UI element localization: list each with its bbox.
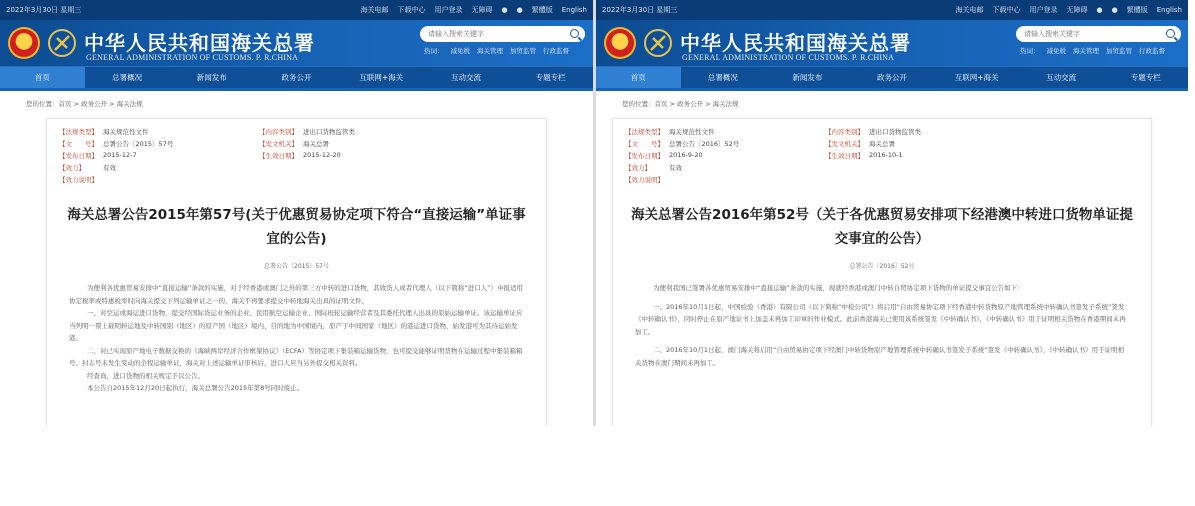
- meta-type-label: 【法规类型】: [625, 128, 664, 136]
- meta-category-value: 进出口货物监管类: [869, 128, 921, 136]
- meta-publish-date-value: 2016-9-20: [669, 151, 703, 159]
- body-paragraph: 二、2016年10月1日起，澳门海关将启用“自由贸易协定项下经澳门中转货物原产地管理系统中转确认书签发子系统”签发《中转确认书》，《中转确认书》用于证明相关货物在澳门期间未再加工。: [635, 346, 1125, 367]
- meta-number-value: 总署公告〔2015〕57号: [103, 140, 174, 148]
- meta-validity-note-label: 【效力说明】: [59, 176, 98, 184]
- hot-keyword[interactable]: 海关管理: [477, 47, 503, 55]
- meta-effective-date-value: 2015-12-20: [303, 151, 341, 159]
- meta-category-value: 进出口货物监管类: [303, 128, 355, 136]
- breadcrumb: 您的位置：首页 > 政务公开 > 海关法规: [26, 100, 143, 108]
- nav-special-topics[interactable]: 专题专栏: [535, 73, 566, 82]
- document-metadata: [625, 127, 1139, 189]
- customs-key-logo-icon: [47, 28, 77, 58]
- main-nav: [596, 66, 1188, 91]
- site-title: 中华人民共和国海关总署: [84, 31, 315, 55]
- search-box: [420, 26, 585, 42]
- weibo-icon[interactable]: ●: [501, 6, 508, 14]
- document-card: [46, 118, 547, 426]
- meta-issuer-value: 海关总署: [869, 140, 895, 148]
- nav-internet-customs[interactable]: 互联网+海关: [954, 73, 999, 82]
- hot-keyword[interactable]: 海关管理: [1073, 47, 1099, 55]
- site-header: [0, 20, 593, 66]
- search-input[interactable]: [420, 30, 576, 38]
- wechat-icon[interactable]: ●: [516, 6, 523, 14]
- meta-type-value: 海关规范性文件: [103, 128, 149, 136]
- nav-internet-customs[interactable]: 互联网+海关: [359, 73, 404, 82]
- hot-keywords-label: 热词：: [424, 47, 444, 55]
- current-date: 2022年3月30日 星期三: [6, 6, 82, 14]
- search-input[interactable]: [1016, 30, 1172, 38]
- body-paragraph: 一、2016年10月1日起，中国检验（香港）有限公司（以下简称“中检公司”）将启用“自由贸易协定项下经香港中转货物原产地管理系统中转确认书签发子系统”签发《中转确认书》，同时停止在原产地证书上加盖未再加工印章的作业模式。此前香港海关已使用该系统签发《中转确认书》，《中转确认书》用于证明相关货物在香港期间未再加工。: [635, 302, 1126, 336]
- meta-validity-value: 有效: [669, 164, 682, 172]
- top-utility-bar: [596, 0, 1188, 20]
- utility-links: [956, 5, 1183, 15]
- national-emblem-icon: [8, 27, 40, 59]
- meta-effective-date-label: 【生效日期】: [259, 152, 298, 160]
- meta-effective-date-value: 2016-10-1: [869, 151, 903, 159]
- link-english[interactable]: English: [1156, 6, 1182, 14]
- meta-type-value: 海关规范性文件: [669, 128, 715, 136]
- hot-keyword[interactable]: 加贸监管: [1106, 47, 1132, 55]
- meta-category-label: 【内容类别】: [825, 128, 864, 136]
- hot-keyword[interactable]: 减免税: [1046, 47, 1066, 55]
- right-screenshot-panel: [596, 0, 1188, 426]
- meta-issuer-value: 海关总署: [303, 140, 329, 148]
- document-body: [69, 282, 524, 395]
- meta-type-label: 【法规类型】: [59, 128, 98, 136]
- meta-validity-label: 【效力】: [625, 164, 651, 172]
- body-paragraph: 本公告自2015年12月20日起执行，海关总署公告2015年第8号同时废止。: [87, 384, 304, 392]
- nav-news[interactable]: 新闻发布: [196, 73, 227, 82]
- meta-effective-date-label: 【生效日期】: [825, 152, 864, 160]
- body-paragraph: 二、对已实现原产地电子数据交换的《海峡两岸经济合作框架协议》（ECFA）等协定项下集装箱运输货物，也可提交能够证明货物在运输过程中集装箱箱号、封志号未发生变动的全程运输单证，海关对上述运输单证审核后，进口人应当另外提交相关资料。: [69, 346, 523, 367]
- document-metadata: [59, 127, 534, 189]
- hot-keyword[interactable]: 行政监督: [543, 47, 569, 55]
- meta-validity-label: 【效力】: [59, 164, 85, 172]
- link-customs-email[interactable]: 海关电邮: [955, 6, 984, 14]
- body-paragraph: 一、对空运或海运进口货物，提交经国际货运业务的企业、民用航空运输企业、国际班轮运输经营者及其委托代理人出具的原始运输单证。该运输单证应当列明一票上载明转运地及中转国别（地区）的原产国（地区）境内、目的地为中国境内，原产于中间国家（地区）的港运进口货物，始发港可为其待运始发港。: [69, 309, 523, 342]
- current-date: 2022年3月30日 星期三: [602, 6, 678, 14]
- customs-key-logo-icon: [643, 28, 673, 58]
- body-paragraph: 为便利我国已签署各优惠贸易安排中“直接运输”条款的实施，现就经香港或澳门中转自贸协定项下货物的单证提交事宜公告如下：: [653, 284, 1024, 292]
- link-user-login[interactable]: 用户登录: [434, 6, 463, 14]
- link-download-center[interactable]: 下载中心: [397, 6, 426, 14]
- breadcrumb: 您的位置：首页 > 政务公开 > 海关法规: [622, 100, 739, 108]
- meta-number-label: 【文 号】: [59, 140, 98, 148]
- meta-issuer-label: 【发文机关】: [825, 140, 864, 148]
- nav-home[interactable]: 首页: [0, 67, 85, 88]
- nav-interaction[interactable]: 互动交流: [450, 73, 481, 82]
- nav-government-affairs[interactable]: 政务公开: [281, 73, 312, 82]
- site-header: [596, 20, 1188, 66]
- document-number: 总署公告〔2016〕52号: [849, 263, 915, 270]
- link-traditional-chinese[interactable]: 繁體版: [531, 6, 553, 14]
- link-user-login[interactable]: 用户登录: [1029, 6, 1058, 14]
- weibo-icon[interactable]: ●: [1096, 6, 1103, 14]
- nav-government-affairs[interactable]: 政务公开: [877, 73, 908, 82]
- nav-interaction[interactable]: 互动交流: [1046, 73, 1077, 82]
- left-screenshot-panel: [0, 0, 593, 426]
- search-icon[interactable]: [570, 29, 579, 38]
- site-subtitle: GENERAL ADMINISTRATION OF CUSTOMS. P. R.CHINA: [86, 53, 299, 62]
- site-subtitle: GENERAL ADMINISTRATION OF CUSTOMS. P. R.CHINA: [682, 53, 895, 62]
- hot-keyword[interactable]: 行政监督: [1139, 47, 1165, 55]
- link-accessibility[interactable]: 无障碍: [1066, 6, 1088, 14]
- body-paragraph: 为便利各优惠贸易安排中“直接运输”条款的实施，对于经香港或澳门之外的第三方中转的进口货物，其收货人或者代理人（以下简称“进口人”）申报适用协定税率或特惠税率时向海关提交下列运输单证之一的，海关不再要求提交中转地海关出具的证明文件。: [69, 284, 523, 305]
- document-body: [635, 282, 1129, 369]
- hot-keyword[interactable]: 加贸监管: [510, 47, 536, 55]
- search-icon[interactable]: [1166, 29, 1175, 38]
- site-title: 中华人民共和国海关总署: [680, 31, 911, 55]
- link-customs-email[interactable]: 海关电邮: [360, 6, 389, 14]
- link-accessibility[interactable]: 无障碍: [471, 6, 493, 14]
- hot-keywords: [424, 46, 569, 55]
- meta-publish-date-value: 2015-12-7: [103, 151, 137, 159]
- utility-links: [361, 5, 588, 15]
- document-title: 海关总署公告2015年第57号(关于优惠贸易协定项下符合“直接运输”单证事宜的公告): [67, 207, 526, 247]
- link-english[interactable]: English: [561, 6, 587, 14]
- body-paragraph: 经查询，进口货物的相关规定予以公告。: [87, 371, 204, 380]
- link-download-center[interactable]: 下载中心: [992, 6, 1021, 14]
- meta-number-label: 【文 号】: [625, 140, 664, 148]
- meta-validity-note-label: 【效力说明】: [625, 176, 664, 184]
- nav-home[interactable]: 首页: [596, 67, 681, 88]
- meta-validity-value: 有效: [103, 164, 116, 172]
- nav-special-topics[interactable]: 专题专栏: [1130, 73, 1161, 82]
- meta-number-value: 总署公告〔2016〕52号: [669, 140, 740, 148]
- document-number: 总署公告〔2015〕57号: [264, 263, 329, 270]
- hot-keywords-label: 热词：: [1020, 47, 1040, 55]
- wechat-icon[interactable]: ●: [1111, 6, 1118, 14]
- nav-about[interactable]: 总署概况: [112, 73, 143, 82]
- nav-about[interactable]: 总署概况: [707, 73, 738, 82]
- hot-keywords: [1020, 46, 1165, 55]
- main-nav: [0, 66, 593, 91]
- nav-news[interactable]: 新闻发布: [792, 73, 823, 82]
- link-traditional-chinese[interactable]: 繁體版: [1126, 6, 1148, 14]
- meta-publish-date-label: 【发布日期】: [625, 152, 664, 160]
- document-title: 海关总署公告2016年第52号（关于各优惠贸易安排项下经港澳中转进口货物单证提交事宜的公告）: [631, 207, 1133, 247]
- meta-publish-date-label: 【发布日期】: [59, 152, 98, 160]
- top-utility-bar: [0, 0, 593, 20]
- hot-keyword[interactable]: 减免税: [450, 47, 470, 55]
- meta-category-label: 【内容类别】: [259, 128, 298, 136]
- document-card: [612, 118, 1152, 426]
- meta-issuer-label: 【发文机关】: [259, 140, 298, 148]
- national-emblem-icon: [604, 27, 636, 59]
- search-box: [1016, 26, 1181, 42]
